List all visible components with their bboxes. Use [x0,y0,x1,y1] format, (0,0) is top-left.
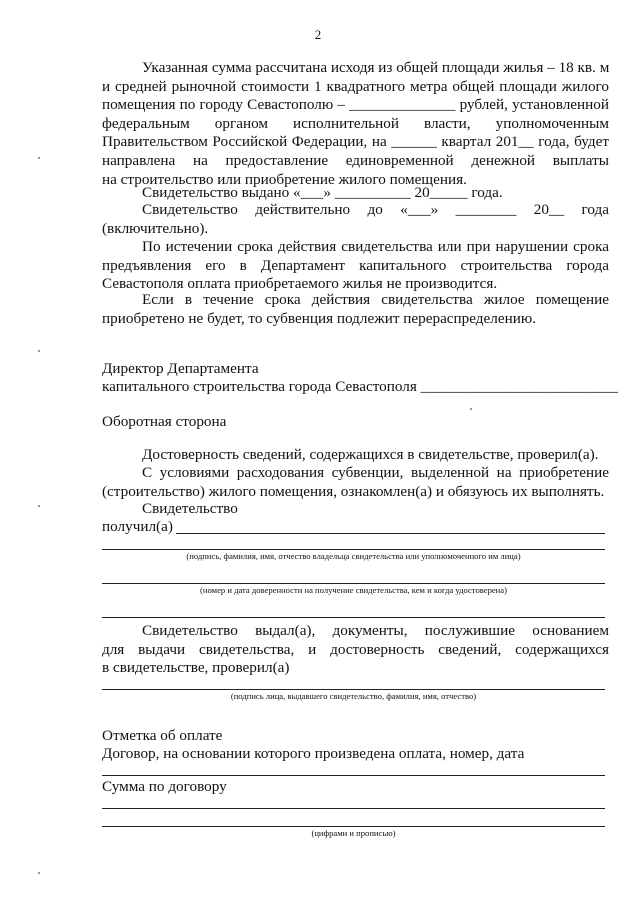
paragraph-line: Если в течение срока действия свидетельства жилое помещение [142,291,609,308]
issued-date-line: Свидетельство выдано «___» __________ 20_____ года. [142,184,503,201]
paragraph-line: в свидетельстве, проверил(а) [102,659,290,677]
issuer-signature-rule [102,689,605,690]
paragraph-line: По истечении срока действия свидетельства или при нарушении срока [142,238,609,255]
paragraph-line: (включительно). [102,219,209,237]
issuer-signature-caption: (подпись лица, выдавшего свидетельство, фамилия, имя, отчество) [230,691,477,701]
paragraph-line: предъявления его в Департамент капитального строительства города [102,256,609,274]
contract-rule [102,775,605,776]
paragraph-line: С условиями расходования субвенции, выделенной на приобретение [142,464,609,481]
paragraph-line: приобретено не будет, то субвенция подлежит перераспределению. [102,309,536,327]
paragraph-line: (строительство) жилого помещения, ознакомлен(а) и обязуюсь их выполнять. [102,482,605,500]
issuer-paragraph [102,622,609,678]
director-signature-line: капитального строительства города Севастополя __________________________ [102,378,619,395]
scan-speck [38,505,40,507]
paragraph-line: федеральным органом исполнительной власти, уполномоченным [102,114,609,132]
received-by-label: получил(а) [102,518,173,535]
holder-signature-caption: (подпись, фамилия, имя, отчество владельца свидетельства или уполномоченного им лица) [186,551,521,561]
paragraph-line: и средней рыночной стоимости 1 квадратного метра общей площади жилого [102,77,609,95]
paragraph-line: на строительство или приобретение жилого помещения. [102,170,467,188]
paragraph-line: Свидетельство действительно до «___» ________ 20__ года [142,201,609,218]
redistribution-paragraph [102,291,609,328]
paragraph-line: Указанная сумма рассчитана исходя из общей площади жилья – 18 кв. м [142,59,610,76]
received-label: Свидетельство [142,500,238,517]
payment-mark-heading: Отметка об оплате [102,727,223,744]
director-title: Директор Департамента [102,360,259,377]
expiry-paragraph [102,238,609,294]
amount-rule [102,826,605,827]
validity-paragraph [102,201,609,238]
paragraph-line: Правительством Российской Федерации, на ______ квартал 201__ года, будет [102,133,609,151]
paragraph-line: Севастополя оплата приобретаемого жилья не производится. [102,275,498,293]
paragraph-line: направлена на предоставление единовременной денежной выплаты [102,151,609,169]
power-of-attorney-rule [102,583,605,584]
scan-speck [38,350,40,352]
blank-rule [102,617,605,618]
verified-line: Достоверность сведений, содержащихся в свидетельстве, проверил(а). [142,446,599,463]
contract-sum-rule [102,808,605,809]
contract-sum-label: Сумма по договору [102,778,227,795]
page-number: 2 [314,27,322,42]
holder-signature-rule [102,549,605,550]
contract-line: Договор, на основании которого произведена оплата, номер, дата [102,745,525,762]
reverse-side-heading: Оборотная сторона [102,413,227,430]
received-signature-rule [176,533,605,534]
scan-speck [38,872,40,874]
paragraph-line: помещения по городу Севастополю – ______________ рублей, установленной [102,96,609,114]
scan-speck [38,157,40,159]
scan-speck [470,408,472,410]
paragraph-line: для выдачи свидетельства, и достоверность сведений, содержащихся [102,640,609,658]
amount-caption: (цифрами и прописью) [311,828,396,838]
conditions-paragraph [102,464,609,501]
paragraph-line: Свидетельство выдал(а), документы, послужившие основанием [142,622,609,639]
power-of-attorney-caption: (номер и дата доверенности на получение свидетельства, кем и когда удостоверена) [200,585,507,595]
amount-paragraph [102,59,609,189]
